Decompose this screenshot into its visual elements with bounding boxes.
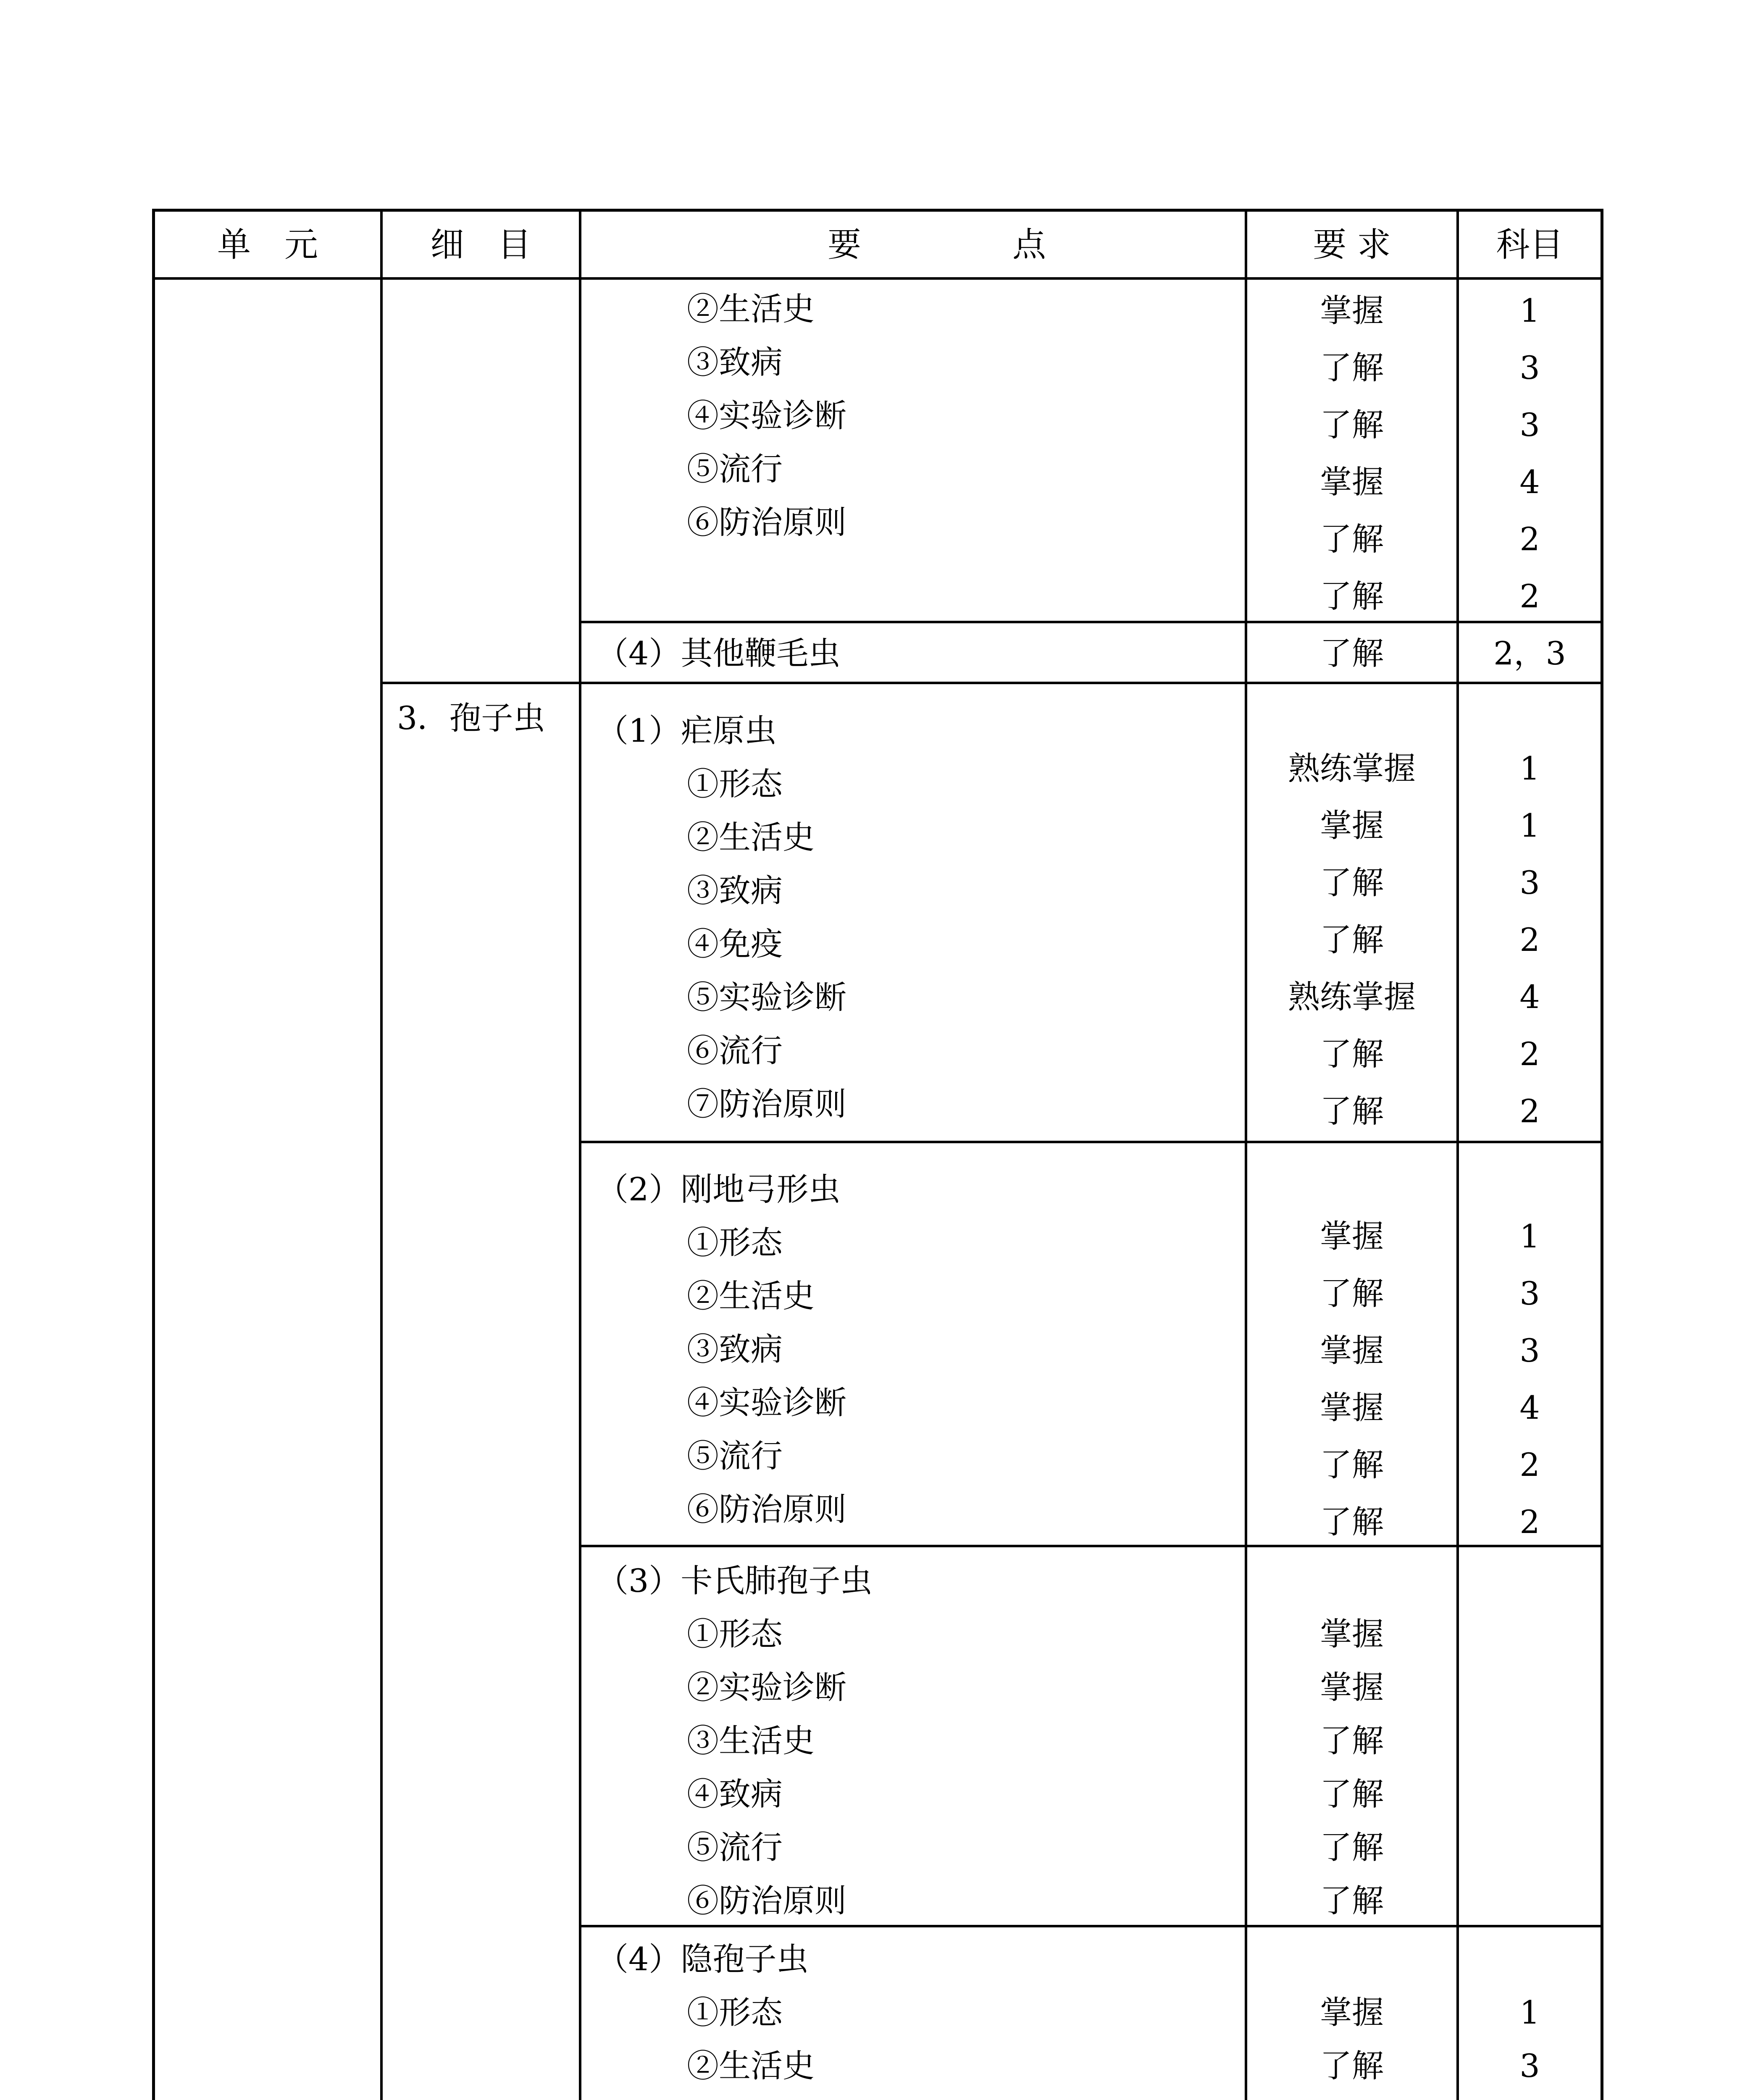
col-divider-unit bbox=[380, 209, 383, 2100]
list-item: ④实验诊断 bbox=[687, 1384, 846, 1421]
requirement-value: 了解 bbox=[1320, 2047, 1384, 2084]
list-item: ⑥防治原则 bbox=[687, 1882, 846, 1919]
subject-value: 3 bbox=[1519, 864, 1540, 901]
subject-value: 2 bbox=[1519, 1035, 1540, 1073]
requirement-value: 了解 bbox=[1320, 578, 1384, 615]
group-title: （2）刚地弓形虫 bbox=[597, 1171, 841, 1208]
requirement-value: 了解 bbox=[1320, 1503, 1384, 1541]
requirement-value: 掌握 bbox=[1320, 1615, 1384, 1653]
group-title: （4）隐孢子虫 bbox=[597, 1940, 809, 1978]
list-item: ③致病 bbox=[687, 1331, 783, 1368]
subject-value bbox=[1459, 2098, 1601, 2100]
list-item: ②生活史 bbox=[687, 290, 815, 328]
list-item: ⑤流行 bbox=[687, 1437, 783, 1475]
group-title: （3）卡氏肺孢子虫 bbox=[597, 1562, 873, 1599]
list-item bbox=[687, 2098, 783, 2100]
list-item: ②实验诊断 bbox=[687, 1669, 846, 1706]
subject-value: 2 bbox=[1519, 1092, 1540, 1130]
list-item: ⑥防治原则 bbox=[687, 504, 846, 541]
subject-value: 4 bbox=[1519, 463, 1540, 501]
subject-value: 1 bbox=[1519, 750, 1540, 787]
list-item: ⑤实验诊断 bbox=[687, 979, 846, 1016]
subject-value: 2 bbox=[1519, 1446, 1540, 1483]
group-title: （1）疟原虫 bbox=[597, 712, 777, 749]
list-item: ⑥防治原则 bbox=[687, 1491, 846, 1528]
requirement-value: 熟练掌握 bbox=[1288, 750, 1416, 787]
list-item: ③致病 bbox=[687, 872, 783, 909]
requirement-value: 了解 bbox=[1320, 349, 1384, 386]
subject-value: 1 bbox=[1519, 807, 1540, 844]
requirement-value: 了解 bbox=[1320, 1446, 1384, 1483]
requirement-value: 掌握 bbox=[1320, 463, 1384, 501]
list-item: ⑦防治原则 bbox=[687, 1085, 846, 1123]
group-title: （4）其他鞭毛虫 bbox=[597, 635, 841, 672]
header-subject: 科目 bbox=[1496, 225, 1564, 264]
subject-value: 3 bbox=[1519, 1275, 1540, 1312]
requirement-value: 掌握 bbox=[1320, 292, 1384, 329]
subject-value: 1 bbox=[1519, 292, 1540, 329]
requirement-value: 掌握 bbox=[1320, 1332, 1384, 1369]
requirement-value: 了解 bbox=[1320, 864, 1384, 901]
list-item: ⑥流行 bbox=[687, 1032, 783, 1069]
requirement-value: 了解 bbox=[1320, 635, 1384, 672]
subject-value: 1 bbox=[1519, 1218, 1540, 1255]
subject-value: 3 bbox=[1519, 2047, 1540, 2084]
requirement-value: 了解 bbox=[1320, 520, 1384, 558]
row-separator bbox=[579, 621, 1603, 623]
table-left-border bbox=[152, 209, 155, 2100]
requirement-value: 了解 bbox=[1320, 1829, 1384, 1866]
subject-value: 1 bbox=[1519, 1994, 1540, 2031]
requirement-value: 熟练掌握 bbox=[1288, 978, 1416, 1016]
subject-value: 4 bbox=[1519, 1389, 1540, 1426]
requirement-value: 了解 bbox=[1320, 1882, 1384, 1919]
subject-value: 2，3 bbox=[1493, 635, 1566, 672]
list-item: ①形态 bbox=[687, 1224, 783, 1261]
requirement-value: 了解 bbox=[1320, 1035, 1384, 1073]
list-item: ②生活史 bbox=[687, 2047, 815, 2084]
subject-value: 2 bbox=[1519, 578, 1540, 615]
header-detail: 细 目 bbox=[430, 225, 531, 264]
requirement-value: 掌握 bbox=[1320, 807, 1384, 844]
requirement-value: 了解 bbox=[1320, 921, 1384, 958]
list-item: ④免疫 bbox=[687, 925, 783, 963]
requirement-value: 了解 bbox=[1320, 1092, 1384, 1130]
list-item: ⑤流行 bbox=[687, 450, 783, 488]
header-point-b: 点 bbox=[1012, 225, 1046, 264]
row-separator bbox=[579, 1141, 1603, 1143]
list-item: ①形态 bbox=[687, 765, 783, 803]
list-item: ①形态 bbox=[687, 1994, 783, 2031]
header-bottom-border bbox=[152, 277, 1603, 280]
row-separator bbox=[380, 682, 1603, 684]
subject-value: 2 bbox=[1519, 1503, 1540, 1541]
requirement-value: 了解 bbox=[1320, 1775, 1384, 1813]
list-item: ④致病 bbox=[687, 1775, 783, 1813]
subject-value: 4 bbox=[1519, 978, 1540, 1016]
subject-value: 3 bbox=[1519, 349, 1540, 386]
requirement-value: 了解 bbox=[1320, 1275, 1384, 1312]
detail-title: 3．孢子虫 bbox=[397, 699, 545, 737]
table-top-border bbox=[152, 209, 1603, 212]
list-item: ③致病 bbox=[687, 344, 783, 381]
row-separator bbox=[579, 1545, 1603, 1547]
header-point-a: 要 bbox=[828, 225, 861, 264]
list-item: ②生活史 bbox=[687, 1277, 815, 1315]
requirement-value: 掌握 bbox=[1320, 1389, 1384, 1426]
subject-value: 3 bbox=[1519, 1332, 1540, 1369]
list-item: ⑤流行 bbox=[687, 1829, 783, 1866]
requirement-value: 掌握 bbox=[1320, 1218, 1384, 1255]
subject-value: 2 bbox=[1519, 921, 1540, 958]
list-item: ②生活史 bbox=[687, 819, 815, 856]
requirement-value: 掌握 bbox=[1320, 1669, 1384, 1706]
list-item: ④实验诊断 bbox=[687, 397, 846, 434]
subject-value: 3 bbox=[1519, 406, 1540, 444]
list-item: ③生活史 bbox=[687, 1722, 815, 1759]
row-separator bbox=[579, 1925, 1603, 1927]
col-divider-detail bbox=[579, 209, 581, 2100]
header-unit: 单 元 bbox=[217, 225, 318, 264]
table-right-border bbox=[1601, 209, 1603, 2100]
subject-value: 2 bbox=[1519, 520, 1540, 558]
requirement-value: 了解 bbox=[1320, 1722, 1384, 1759]
requirement-value: 掌握 bbox=[1320, 1994, 1384, 2031]
header-requirement: 要 求 bbox=[1313, 225, 1391, 264]
requirement-value: 了解 bbox=[1320, 406, 1384, 444]
requirement-value bbox=[1247, 2098, 1456, 2100]
list-item: ①形态 bbox=[687, 1615, 783, 1653]
